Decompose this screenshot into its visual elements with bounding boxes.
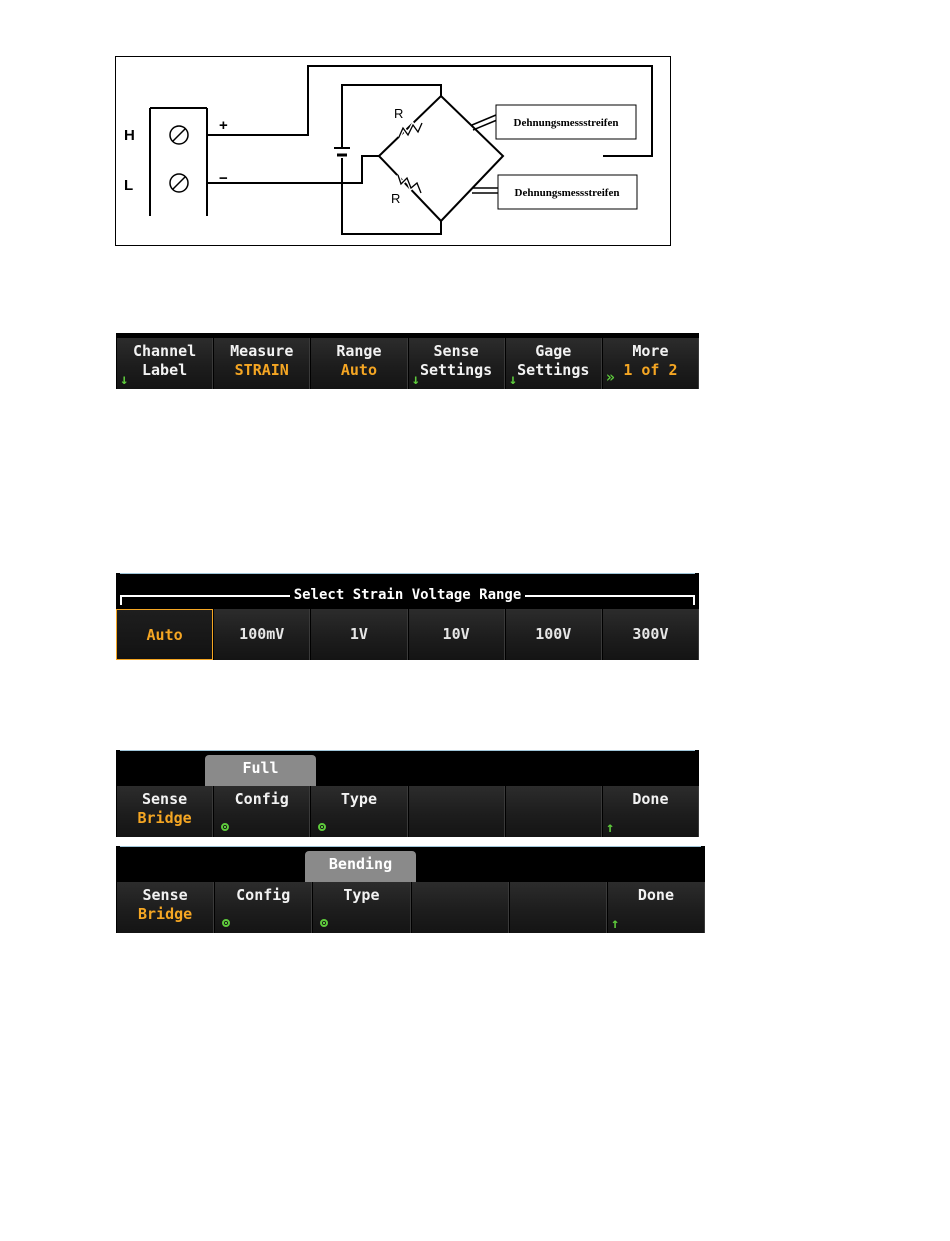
done-softkey[interactable] <box>607 882 705 933</box>
strain-bridge-wiring-diagram <box>115 56 671 246</box>
menu-title: Select Strain Voltage Range <box>290 587 526 603</box>
config-softkey[interactable] <box>214 882 312 933</box>
range-softkey[interactable] <box>310 338 407 389</box>
strain-voltage-range-menu <box>116 573 699 660</box>
arrow-up-icon: ↑ <box>610 916 620 932</box>
softkey-label: Sense <box>433 342 479 360</box>
sense-settings-softkey[interactable] <box>408 338 505 389</box>
softkey-value: Bridge <box>137 809 192 827</box>
bridge-full-menu <box>116 750 699 837</box>
upper-resistor-label: R <box>394 106 404 121</box>
arrow-up-icon: ↑ <box>605 820 615 836</box>
softkey-value: STRAIN <box>234 361 289 379</box>
plus-sign: + <box>219 117 228 134</box>
softkey-label: Settings <box>419 361 493 379</box>
softkey-label: Settings <box>517 361 590 379</box>
rotary-knob-icon <box>220 917 232 929</box>
done-softkey[interactable] <box>602 786 699 837</box>
softkey-label: More <box>632 342 669 360</box>
lower-strain-gauge-label: Dehnungsmessstreifen <box>514 187 620 199</box>
range-option-1v[interactable]: 1V <box>310 609 407 660</box>
arrow-down-icon: ↓ <box>508 372 518 388</box>
softkey-label: Type <box>343 886 380 904</box>
softkey-label: Sense <box>142 790 188 808</box>
type-softkey[interactable] <box>310 786 407 837</box>
range-option-100v[interactable]: 100V <box>505 609 602 660</box>
strain-softkey-menu <box>116 333 699 389</box>
softkey-label: Channel <box>132 342 197 360</box>
empty-softkey <box>408 786 505 837</box>
softkey-label: Config <box>236 886 291 904</box>
softkey-label: Range <box>336 342 382 360</box>
gage-settings-softkey[interactable] <box>505 338 602 389</box>
arrow-down-icon: ↓ <box>120 372 129 388</box>
terminal-high-label: H <box>124 127 135 144</box>
softkey-label: Label <box>142 361 188 379</box>
config-softkey[interactable] <box>213 786 310 837</box>
softkey-label: Sense <box>142 886 188 904</box>
type-softkey[interactable] <box>312 882 410 933</box>
softkey-label: Gage <box>535 342 572 360</box>
measure-softkey[interactable] <box>213 338 310 389</box>
arrow-down-icon: ↓ <box>411 372 420 388</box>
softkey-label: Type <box>340 790 377 808</box>
softkey-label: Config <box>234 790 289 808</box>
empty-softkey <box>411 882 509 933</box>
double-chevron-icon: » <box>605 368 615 386</box>
empty-softkey <box>509 882 607 933</box>
minus-sign: − <box>219 170 228 187</box>
channel-label-softkey[interactable] <box>116 338 213 389</box>
empty-softkey <box>505 786 602 837</box>
bridge-config-tab: Full <box>205 755 316 786</box>
more-softkey[interactable] <box>602 338 699 389</box>
softkey-value: Auto <box>340 361 377 379</box>
softkey-label: Measure <box>230 342 294 360</box>
rotary-knob-icon <box>318 917 330 929</box>
range-option-10v[interactable]: 10V <box>408 609 505 660</box>
range-option-300v[interactable]: 300V <box>602 609 699 660</box>
terminal-low-label: L <box>124 177 134 194</box>
rotary-knob-icon <box>219 821 231 833</box>
range-option-auto[interactable]: Auto <box>116 609 213 660</box>
bridge-bending-menu <box>116 846 705 933</box>
sense-bridge-softkey[interactable] <box>116 786 213 837</box>
sense-bridge-softkey[interactable] <box>116 882 214 933</box>
softkey-label: Done <box>637 886 674 904</box>
softkey-label: Done <box>632 790 669 808</box>
bridge-config-tab: Bending <box>305 851 416 882</box>
softkey-value: Bridge <box>137 905 193 923</box>
rotary-knob-icon <box>316 821 328 833</box>
softkey-value: 1 of 2 <box>623 361 678 379</box>
lower-resistor-label: R <box>391 191 401 206</box>
upper-strain-gauge-label: Dehnungsmessstreifen <box>513 117 619 129</box>
range-option-100mv[interactable]: 100mV <box>213 609 310 660</box>
